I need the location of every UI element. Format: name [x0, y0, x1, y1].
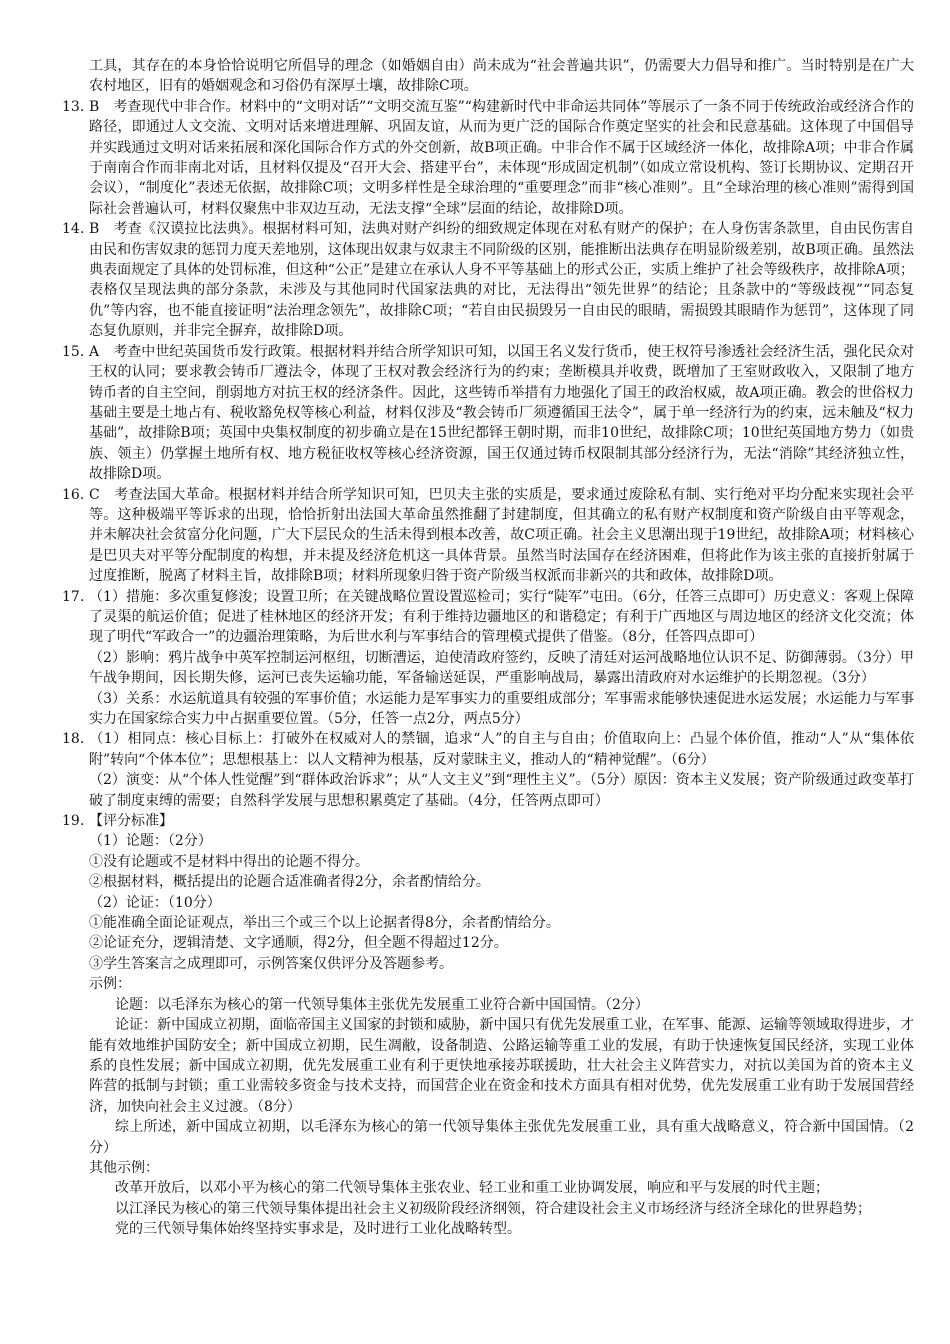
other-example: 以江泽民为核心的第三代领导集体提出社会主义初级阶段经济纲领，符合建设社会主义市场经济与经济全球化的世界趋势；: [115, 1200, 871, 1217]
other-examples-label: 其他示例：: [89, 1159, 159, 1176]
answer-17-part-1: [62, 587, 914, 648]
scoring-rule: ②根据材料，概括提出的论题合适准确者得2分，余者酌情给分。: [89, 874, 490, 891]
scoring-rule: ②论证充分，逻辑清楚、文字通顺，得2分，但全题不得超过12分。: [89, 935, 508, 952]
answer-18-part-1: [62, 729, 914, 770]
example-thesis: 论题：以毛泽东为核心的第一代领导集体主张优先发展重工业符合新中国国情。（2分）: [115, 996, 649, 1013]
continuation-paragraph: 工具，其存在的本身恰恰说明它所倡导的理念（如婚姻自由）尚未成为“社会普遍共识”，仍需要大力倡导和推广。当时特别是在广大农村地区，旧有的婚姻观念和习俗仍有深厚土壤，故排除C项。: [89, 58, 914, 95]
scoring-section-argument: （2）论证：（10分）: [89, 894, 221, 911]
answer-19-heading: [62, 811, 914, 831]
question-number: 13.: [62, 98, 85, 115]
answer-text: （1）措施：多次重复修浚；设置卫所；在关键战略位置设置巡检司；实行“陡军”屯田。（6分，任答三点即可）历史意义：客观上保障了灵渠的航运价值；促进了桂林地区的经济开发；有利于维持边疆地区的和谐稳定；有利于广西地区与周边地区的经济文化交流；体现了明代“军政合一”的边疆治理策略，为后世水利与军事结合的管理模式提供了借鉴。（8分，任答四点即可）: [89, 588, 914, 646]
other-example: 改革开放后，以邓小平为核心的第二代领导集体主张农业、轻工业和重工业协调发展，响应和平与发展的时代主题；: [115, 1180, 829, 1197]
answer-13: [62, 97, 914, 219]
question-number: 19.: [62, 813, 85, 830]
answer-14: [62, 219, 914, 341]
question-number: 14.: [62, 221, 85, 238]
answer-17-part-2: （2）影响：鸦片战争中英军控制运河枢纽，切断漕运，迫使清政府签约，反映了清廷对运河战略地位认识不足、防御薄弱。（3分）甲午战争期间，因长期失修，运河已丧失运输功能，军备输送延误，严重影响战局，暴露出清政府对水运维护的长期忽视。（3分）: [89, 649, 914, 687]
example-conclusion: 综上所述，新中国成立初期，以毛泽东为核心的第一代领导集体主张优先发展重工业，具有重大战略意义，符合新中国国情。（2分）: [89, 1119, 914, 1156]
answer-document: [62, 56, 914, 1240]
scoring-standard-heading: 【评分标准】: [89, 813, 173, 830]
answer-15: [62, 342, 914, 485]
other-example: 党的三代领导集体始终坚持实事求是，及时进行工业化战略转型。: [115, 1221, 521, 1238]
scoring-rule: ①没有论题或不是材料中得出的论题不得分。: [89, 853, 369, 870]
question-number: 15.: [62, 343, 85, 360]
scoring-rule: ①能准确全面论证观点，举出三个或三个以上论据者得8分，余者酌情给分。: [89, 915, 560, 932]
answer-17-part-3: （3）关系：水运航道具有较强的军事价值；水运能力是军事实力的重要组成部分；军事需求能够快速促进水运发展；水运能力与军事实力在国家综合实力中占据重要位置。（5分，任答一点2分，两点5分）: [89, 690, 914, 727]
answer-18-part-2: （2）演变：从“个体人性觉醒”到“群体政治诉求”；从“人文主义”到“理性主义”。（5分）原因：资本主义发展；资产阶级通过政变革打破了制度束缚的需要；自然科学发展与思想积累奠定了基础。（4分，任答两点即可）: [89, 772, 914, 809]
example-label: 示例：: [89, 976, 131, 993]
scoring-section-thesis: （1）论题：（2分）: [89, 833, 212, 850]
answer-text: B 考查《汉谟拉比法典》。根据材料可知，法典对财产纠纷的细致规定体现在对私有财产的保护；在人身伤害条款里，自由民伤害自由民和伤害奴隶的惩罚力度天差地别，这体现出奴隶与奴隶主不同阶级的区别，能推断出法典存在明显阶级差别，故B项正确。虽然法典表面规定了具体的处罚标准，但这种“公正”是建立在承认人身不平等基础上的形式公正，实质上维护了社会等级秩序，故排除A项；表格仅呈现法典的部分条款，未涉及与其他同时代国家法典的对比，无法得出“领先世界”的结论；且条款中的“等级歧视”“同态复仇”等内容，也不能直接证明“法治理念领先”，故排除C项；“若自由民损毁另一自由民的眼睛，需损毁其眼睛作为惩罚”，这体现了同态复仇原则，并非完全摒弃，故排除D项。: [89, 221, 914, 340]
answer-text: C 考查法国大革命。根据材料并结合所学知识可知，巴贝夫主张的实质是，要求通过废除私有制、实行绝对平均分配来实现社会平等。这种极端平等诉求的出现，恰恰折射出法国大革命虽然推翻了封建制度，但其确立的私有财产权制度和资产阶级自由平等观念，并未解决社会贫富分化问题，广大下层民众的生活未得到根本改善，故C项正确。社会主义思潮出现于19世纪，故排除A项；材料核心是巴贝夫对平等分配制度的构想，并未提及经济危机这一具体背景。虽然当时法国存在经济困难，但将此作为该主张的直接折射属于过度推断，脱离了材料主旨，故排除B项；材料所现象归咎于资产阶级当权派而非新兴的共和政体，故排除D项。: [89, 486, 914, 585]
question-number: 18.: [62, 731, 85, 748]
answer-16: [62, 485, 914, 587]
answer-text: A 考查中世纪英国货币发行政策。根据材料并结合所学知识可知，以国王名义发行货币，使王权符号渗透社会经济生活，强化民众对王权的认同；要求教会铸币厂遵法令，体现了王权对教会经济行为的约束；垄断模具并收费，既增加了王室财政收入，又限制了地方铸币者的自主空间，削弱地方对抗王权的经济条件。因此，这些铸币举措有力地强化了国王的政治权威，故A项正确。教会的世俗权力基础主要是土地占有、税收豁免权等核心利益，材料仅涉及“教会铸币厂须遵循国王法令”，属于单一经济行为的约束，远未触及“权力基础”，故排除B项；英国中央集权制度的初步确立是在15世纪都铎王朝时期，而非10世纪，故排除C项；10世纪英国地方势力（如贵族、领主）仍掌握土地所有权、地方税征收权等核心经济资源，国王仅通过铸币权限制其部分经济行为，无法“消除”其经济独立性，故排除D项。: [89, 343, 914, 483]
scoring-rule: ③学生答案言之成理即可，示例答案仅供评分及答题参考。: [89, 955, 453, 972]
question-number: 17.: [62, 588, 85, 605]
answer-text: （1）相同点：核心目标上：打破外在权威对人的禁锢，追求“人”的自主与自由；价值取向上：凸显个体价值，推动“人”从“集体依附”转向“个体本位”；思想根基上：以人文精神为根基，反对蒙昧主义，推动人的“精神觉醒”。（6分）: [89, 731, 914, 768]
answer-text: B 考查现代中非合作。材料中的“文明对话”“文明交流互鉴”“构建新时代中非命运共同体”等展示了一条不同于传统政治或经济合作的路径，即通过人文交流、文明对话来增进理解、巩固友谊，从而为更广泛的国际合作奠定坚实的社会和民意基础。这体现了中国倡导并实践通过文明对话来拓展和深化国际合作方式的外交创新，故B项正确。中非合作不属于区域经济一体化，故排除A项；中非合作属于南南合作而非南北对话，且材料仅提及“召开大会、搭建平台”，未体现“形成固定机制”（如成立常设机构、签订长期协议、定期召开会议），“制度化”表述无依据，故排除C项；文明多样性是全球治理的“重要理念”而非“核心准则”。且“全球治理的核心准则”需得到国际社会普遍认可，材料仅聚焦中非双边互动，无法支撑“全球”层面的结论，故排除D项。: [89, 98, 914, 217]
example-argument: 论证：新中国成立初期，面临帝国主义国家的封锁和威胁，新中国只有优先发展重工业，在军事、能源、运输等领域取得进步，才能有效地维护国防安全；新中国成立初期，民生凋敝，设备制造、公路运输等重工业的发展，有助于快速恢复国民经济，实现工业体系的良性发展；新中国成立初期，优先发展重工业有利于更快地承接苏联援助，壮大社会主义阵营实力，对抗以美国为首的资本主义阵营的抵制与封锁；重工业需较多资金与技术支持，而国营企业在资金和技术方面具有相对优势，优先发展重工业有助于发展国营经济，加快向社会主义过渡。（8分）: [89, 1017, 914, 1115]
question-number: 16.: [62, 486, 85, 503]
